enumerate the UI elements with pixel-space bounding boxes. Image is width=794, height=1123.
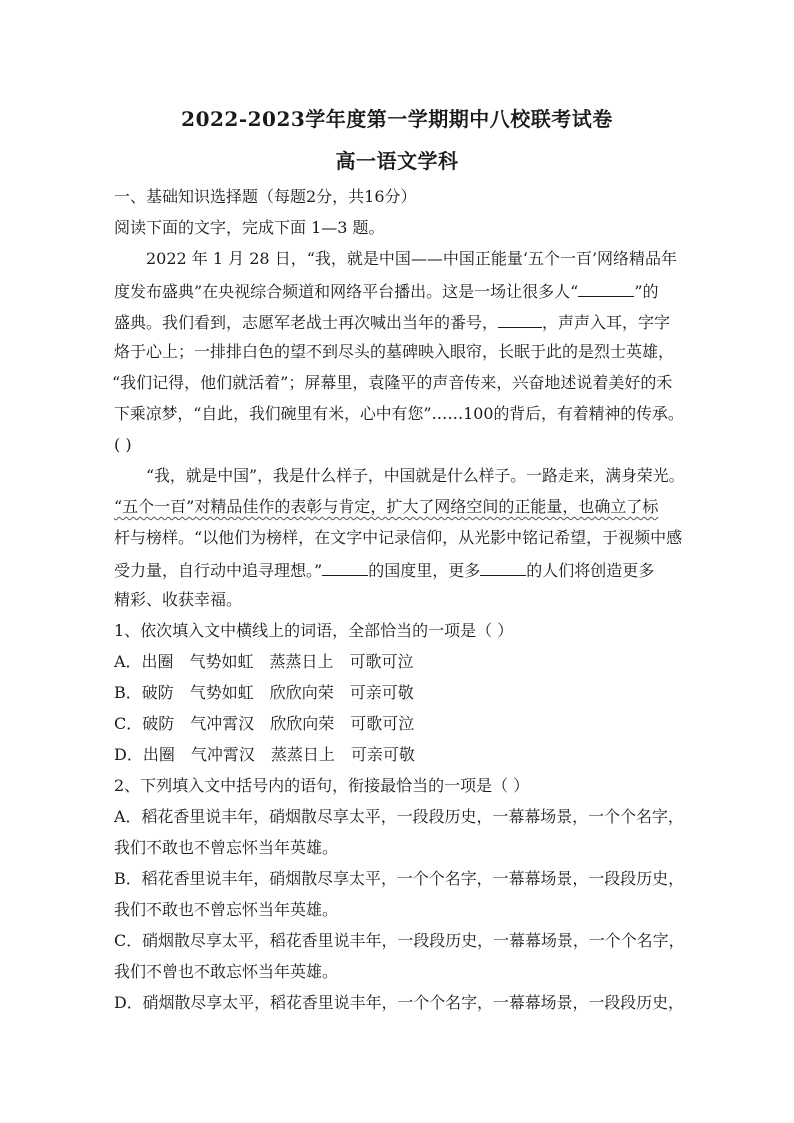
passage-line: 烙于心上；一排排白色的望不到尽头的墓碑映入眼帘，长眠于此的是烈士英雄，: [114, 342, 675, 361]
question-1-stem: 1、依次填入文中横线上的词语，全部恰当的一项是（ ）: [114, 621, 514, 640]
passage-line: 2022 年 1 月 28 日，“我，就是中国——中国正能量‘五个一百’网络精品年: [146, 249, 678, 268]
q1-option-b[interactable]: B．破防 气势如虹 欣欣向荣 可亲可敬: [114, 683, 414, 702]
answer-bracket: ( ): [114, 435, 132, 454]
passage-line: 精彩、收获幸福。: [114, 590, 243, 609]
q2-option-b[interactable]: B．稻花香里说丰年，硝烟散尽享太平，一个个名字，一幕幕场景，一段段历史，: [114, 869, 685, 888]
passage-text: ”的: [634, 282, 659, 301]
q2-option-c-cont: 我们不曾也不敢忘怀当年英雄。: [114, 962, 339, 981]
passage-line: 下乘凉梦，“自此，我们碗里有米，心中有您”……100的背后，有着精神的传承。: [114, 404, 684, 423]
passage-line: 杆与榜样。“以他们为榜样，在文字中记录信仰，从光影中铭记希望，于视频中感: [114, 528, 683, 547]
passage-line: [114, 311, 670, 333]
passage-line: “我，就是中国”，我是什么样子，中国就是什么样子。一路走来，满身荣光。: [146, 466, 685, 485]
exam-subtitle: 高一语文学科: [335, 149, 459, 173]
passage-text: 的人们将创造更多: [526, 561, 655, 580]
fill-blank[interactable]: [578, 280, 634, 297]
passage-text: ，声声入耳，字字: [542, 313, 671, 332]
q2-option-c[interactable]: C．硝烟散尽享太平，稻花香里说丰年，一段段历史，一幕幕场景，一个个名字，: [114, 931, 685, 950]
passage-line: “我们记得，他们就活着”；屏幕里，袁隆平的声音传来，兴奋地述说着美好的禾: [112, 373, 673, 392]
q1-option-c[interactable]: C．破防 气冲霄汉 欣欣向荣 可歌可泣: [114, 714, 415, 733]
q2-option-d[interactable]: D．硝烟散尽享太平，稻花香里说丰年，一个个名字，一幕幕场景，一段段历史，: [114, 993, 684, 1012]
fill-blank[interactable]: [322, 559, 368, 576]
passage-line-marked: “五个一百”对精品佳作的表彰与肯定，扩大了网络空间的正能量，也确立了标: [114, 497, 659, 516]
section-heading: 一、基础知识选择题（每题2分，共16分）: [114, 187, 417, 206]
question-2-stem: 2、下列填入文中括号内的语句，衔接最恰当的一项是（ ）: [114, 776, 530, 795]
passage-text: 受力量，自行动中追寻理想。”: [114, 561, 323, 580]
passage-text: 度发布盛典”在央视综合频道和网络平台播出。这是一场让很多人“: [114, 282, 579, 301]
passage-line: [114, 559, 654, 581]
fill-blank[interactable]: [498, 311, 542, 328]
passage-line: [114, 280, 659, 302]
fill-blank[interactable]: [480, 559, 526, 576]
q1-option-d[interactable]: D．出圈 气冲霄汉 蒸蒸日上 可亲可敬: [114, 745, 415, 764]
q2-option-a[interactable]: A．稻花香里说丰年，硝烟散尽享太平，一段段历史，一幕幕场景，一个个名字，: [114, 807, 684, 826]
section-instruction: 阅读下面的文字，完成下面 1—3 题。: [114, 218, 385, 237]
q1-option-a[interactable]: A．出圈 气势如虹 蒸蒸日上 可歌可泣: [114, 652, 414, 671]
q2-option-b-cont: 我们不敢也不曾忘怀当年英雄。: [114, 900, 339, 919]
q2-option-a-cont: 我们不敢也不曾忘怀当年英雄。: [114, 838, 339, 857]
passage-text: 盛典。我们看到，志愿军老战士再次喊出当年的番号，: [114, 313, 499, 332]
exam-title: 2022-2023学年度第一学期期中八校联考试卷: [181, 107, 613, 131]
passage-text: 的国度里，更多: [368, 561, 481, 580]
